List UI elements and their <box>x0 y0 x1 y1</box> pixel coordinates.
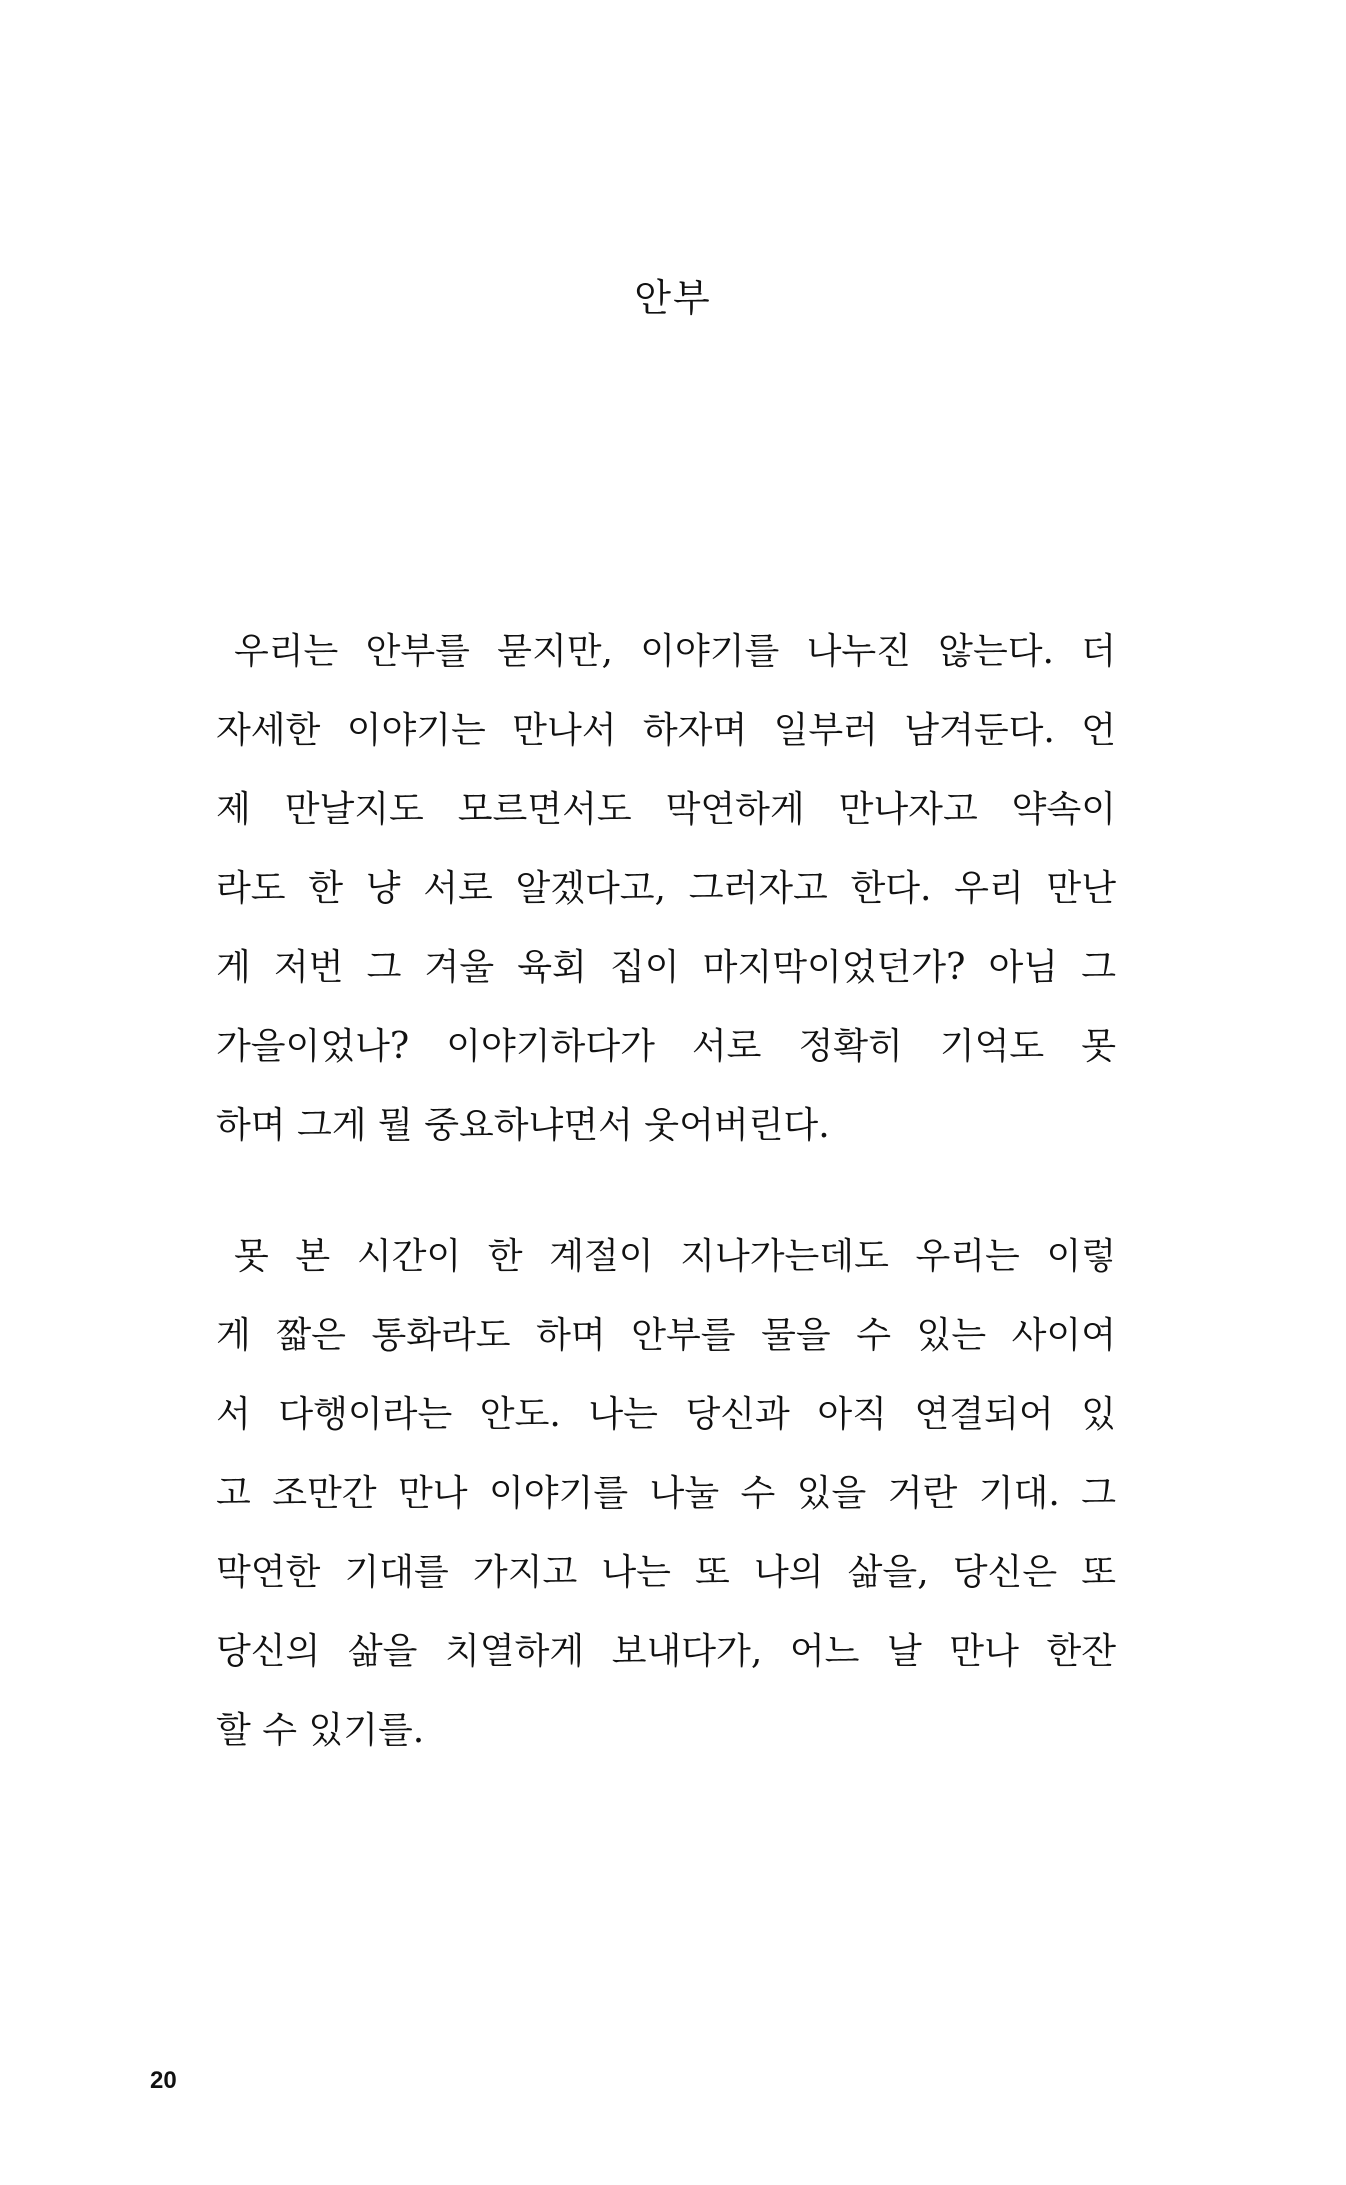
paragraph-line: 고 조만간 만나 이야기를 나눌 수 있을 거란 기대. 그 <box>216 1473 1116 1514</box>
paragraph-line: 우리는 안부를 묻지만, 이야기를 나누진 않는다. 더 <box>234 631 1116 672</box>
paragraph-line: 라도 한 냥 서로 알겠다고, 그러자고 한다. 우리 만난 <box>216 868 1116 909</box>
paragraph-1 <box>216 612 1116 1165</box>
paragraph-line: 가을이었나? 이야기하다가 서로 정확히 기억도 못 <box>216 1026 1116 1067</box>
paragraph-line: 게 짧은 통화라도 하며 안부를 물을 수 있는 사이여 <box>216 1315 1116 1356</box>
paragraph-line: 할 수 있기를. <box>216 1710 425 1751</box>
paragraph-line: 자세한 이야기는 만나서 하자며 일부러 남겨둔다. 언 <box>216 710 1116 751</box>
paragraph-line: 못 본 시간이 한 계절이 지나가는데도 우리는 이렇 <box>234 1236 1116 1277</box>
paragraph-2 <box>216 1217 1116 1770</box>
paragraph-line: 막연한 기대를 가지고 나는 또 나의 삶을, 당신은 또 <box>216 1552 1116 1593</box>
paragraph-line: 게 저번 그 겨울 육회 집이 마지막이었던가? 아님 그 <box>216 947 1116 988</box>
paragraph-line: 제 만날지도 모르면서도 막연하게 만나자고 약속이 <box>216 789 1116 830</box>
page-title: 안부 <box>634 276 712 320</box>
paragraph-line: 당신의 삶을 치열하게 보내다가, 어느 날 만나 한잔 <box>216 1631 1116 1672</box>
paragraph-line: 하며 그게 뭘 중요하냐면서 웃어버린다. <box>216 1105 830 1146</box>
paragraph-line: 서 다행이라는 안도. 나는 당신과 아직 연결되어 있 <box>216 1394 1116 1435</box>
page-number: 20 <box>150 2067 177 2094</box>
